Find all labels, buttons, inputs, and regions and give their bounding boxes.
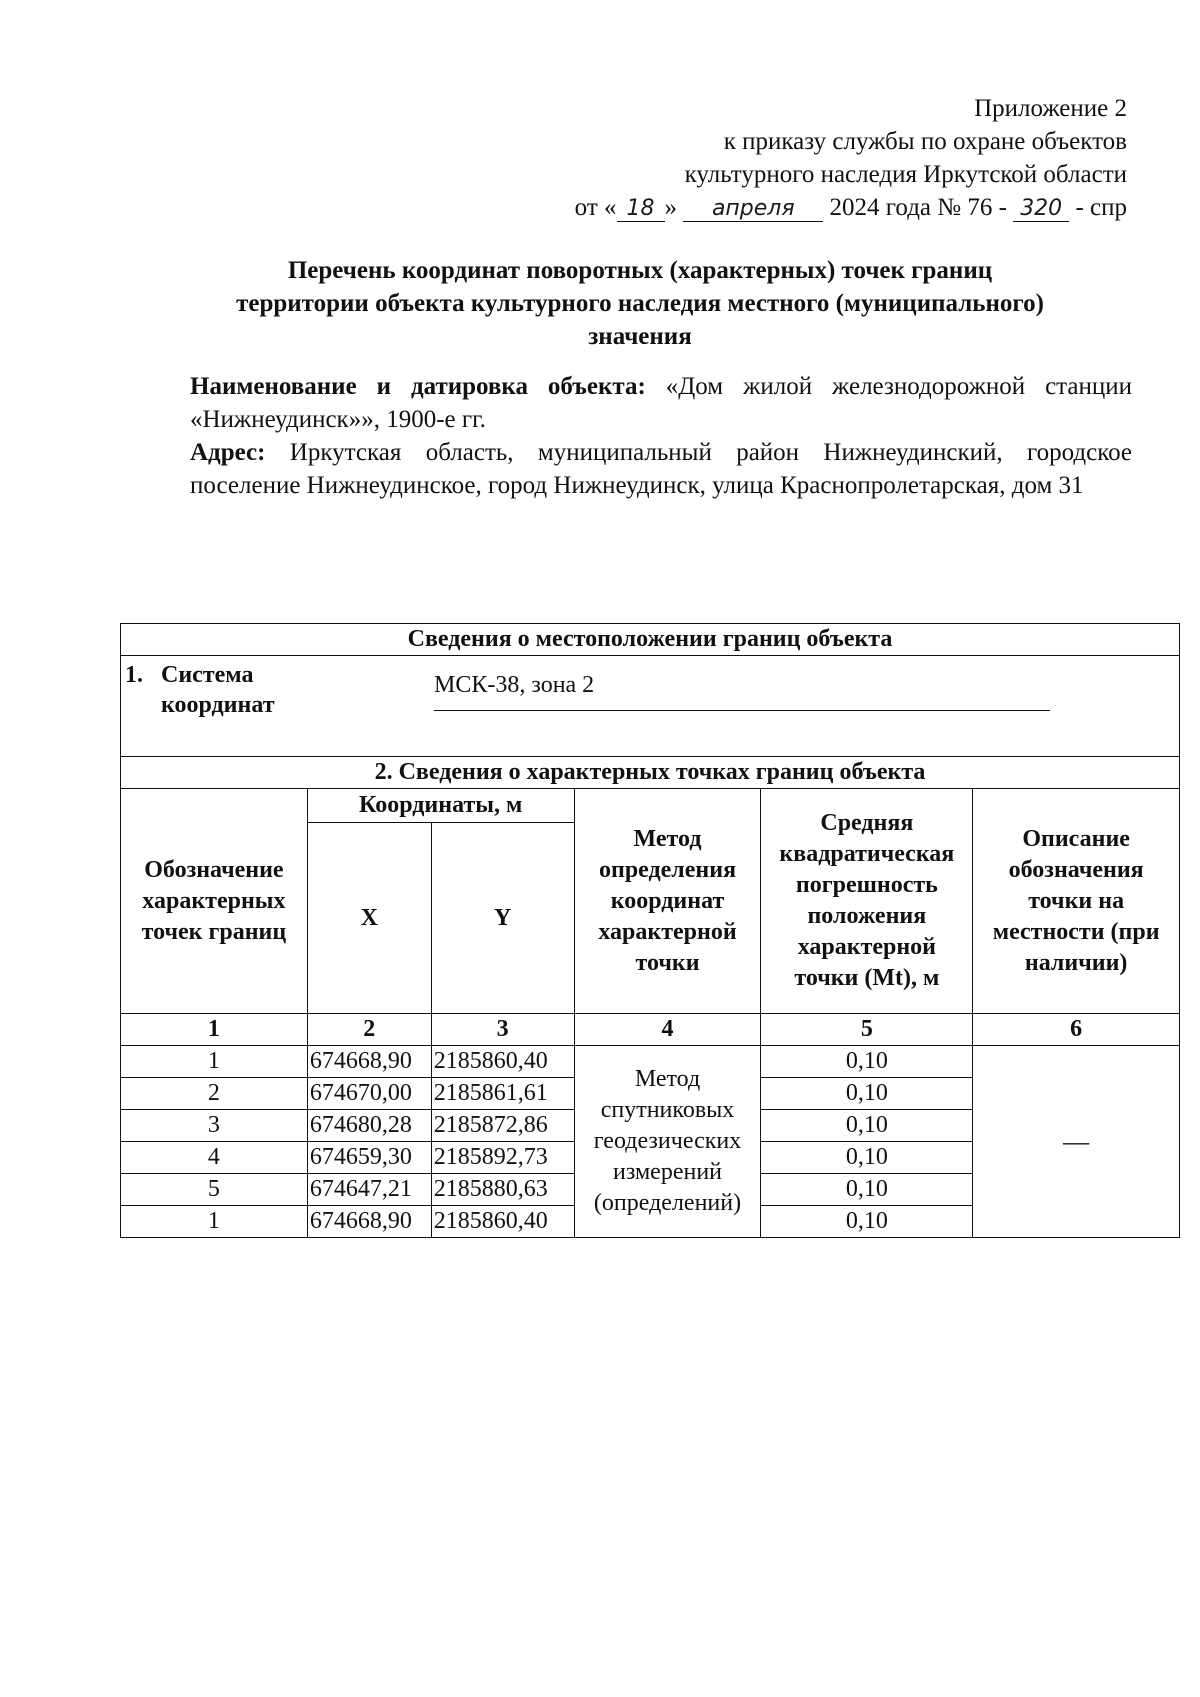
table-header-row bbox=[121, 624, 1180, 656]
point-x: 674647,21 bbox=[307, 1174, 431, 1206]
point-id: 1 bbox=[121, 1046, 308, 1078]
point-mt: 0,10 bbox=[761, 1046, 973, 1078]
method-cell: Метод спутниковых геодезических измерений (определений) bbox=[574, 1046, 761, 1238]
col-number: 5 bbox=[761, 1014, 973, 1046]
col-coordinates: Координаты, м bbox=[307, 789, 574, 823]
point-y: 2185861,61 bbox=[431, 1078, 574, 1110]
point-id: 3 bbox=[121, 1110, 308, 1142]
title-line-2: территории объекта культурного наследия местного (муниципального) bbox=[236, 290, 1044, 317]
appendix-authority-line: культурного наследия Иркутской области bbox=[684, 161, 1127, 188]
point-mt: 0,10 bbox=[761, 1174, 973, 1206]
col-number: 2 bbox=[307, 1014, 431, 1046]
section2-header: 2. Сведения о характерных точках границ объекта bbox=[121, 757, 1180, 789]
date-prefix: от « bbox=[574, 194, 617, 221]
order-year: 2024 года № 76 - bbox=[829, 194, 1007, 221]
coordinate-system-row bbox=[121, 656, 1180, 757]
appendix-header bbox=[575, 92, 1127, 224]
object-address-label: Адрес: bbox=[190, 439, 266, 466]
point-mt: 0,10 bbox=[761, 1206, 973, 1238]
col-designation: Обозначение характерных точек границ bbox=[121, 789, 308, 1014]
appendix-date-line bbox=[575, 191, 1127, 224]
object-address bbox=[190, 436, 1132, 502]
point-mt: 0,10 bbox=[761, 1142, 973, 1174]
col-error: Средняя квадратическая погрешность положения характерной точки (Mt), м bbox=[761, 789, 973, 1014]
object-info bbox=[190, 370, 1132, 502]
point-y: 2185860,40 bbox=[431, 1046, 574, 1078]
point-y: 2185892,73 bbox=[431, 1142, 574, 1174]
coordinate-system-label: 1. Система координат bbox=[125, 662, 275, 718]
col-number: 6 bbox=[973, 1014, 1180, 1046]
title-line-1: Перечень координат поворотных (характерных) точек границ bbox=[287, 257, 993, 284]
table-header: Сведения о местоположении границ объекта bbox=[121, 624, 1180, 656]
object-name-value: «Дом жилой железнодорожной станции «Нижнеудинск»», 1900-е гг. bbox=[190, 373, 1133, 433]
col-number: 1 bbox=[121, 1014, 308, 1046]
date-quote: » bbox=[664, 194, 678, 221]
point-x: 674668,90 bbox=[307, 1206, 431, 1238]
title-line-3: значения bbox=[588, 323, 692, 350]
point-x: 674680,28 bbox=[307, 1110, 431, 1142]
point-x: 674668,90 bbox=[307, 1046, 431, 1078]
object-address-value: Иркутская область, муниципальный район Нижнеудинский, городское поселение Нижнеудинское, город Нижнеудинск, улица Краснопролетарская, дом 31 bbox=[190, 439, 1132, 499]
point-id: 4 bbox=[121, 1142, 308, 1174]
coordinates-table bbox=[120, 623, 1180, 1238]
document-title bbox=[150, 254, 1130, 353]
coordinate-system-cell bbox=[121, 656, 1180, 757]
appendix-title: Приложение 2 bbox=[974, 95, 1127, 122]
point-id: 2 bbox=[121, 1078, 308, 1110]
col-number: 4 bbox=[574, 1014, 761, 1046]
object-name-label: Наименование и датировка объекта: bbox=[190, 373, 646, 400]
point-id: 5 bbox=[121, 1174, 308, 1206]
point-id: 1 bbox=[121, 1206, 308, 1238]
point-y: 2185880,63 bbox=[431, 1174, 574, 1206]
point-x: 674670,00 bbox=[307, 1078, 431, 1110]
table-row bbox=[121, 1046, 1180, 1078]
handwritten-order-number: 320 bbox=[1013, 197, 1069, 222]
point-x: 674659,30 bbox=[307, 1142, 431, 1174]
coordinate-system-value: МСК-38, зона 2 bbox=[434, 668, 1050, 711]
column-number-row bbox=[121, 1014, 1180, 1046]
handwritten-day: 18 bbox=[617, 197, 665, 222]
description-cell: — bbox=[973, 1046, 1180, 1238]
handwritten-month: апреля bbox=[683, 197, 823, 222]
column-header-row bbox=[121, 789, 1180, 823]
point-y: 2185872,86 bbox=[431, 1110, 574, 1142]
order-suffix: - спр bbox=[1075, 194, 1127, 221]
col-x: X bbox=[307, 823, 431, 1014]
col-method: Метод определения координат характерной точки bbox=[574, 789, 761, 1014]
point-y: 2185860,40 bbox=[431, 1206, 574, 1238]
col-description: Описание обозначения точки на местности (при наличии) bbox=[973, 789, 1180, 1014]
appendix-order-line: к приказу службы по охране объектов bbox=[723, 128, 1127, 155]
col-number: 3 bbox=[431, 1014, 574, 1046]
object-name bbox=[190, 370, 1132, 436]
point-mt: 0,10 bbox=[761, 1110, 973, 1142]
col-y: Y bbox=[431, 823, 574, 1014]
point-mt: 0,10 bbox=[761, 1078, 973, 1110]
section2-row bbox=[121, 757, 1180, 789]
